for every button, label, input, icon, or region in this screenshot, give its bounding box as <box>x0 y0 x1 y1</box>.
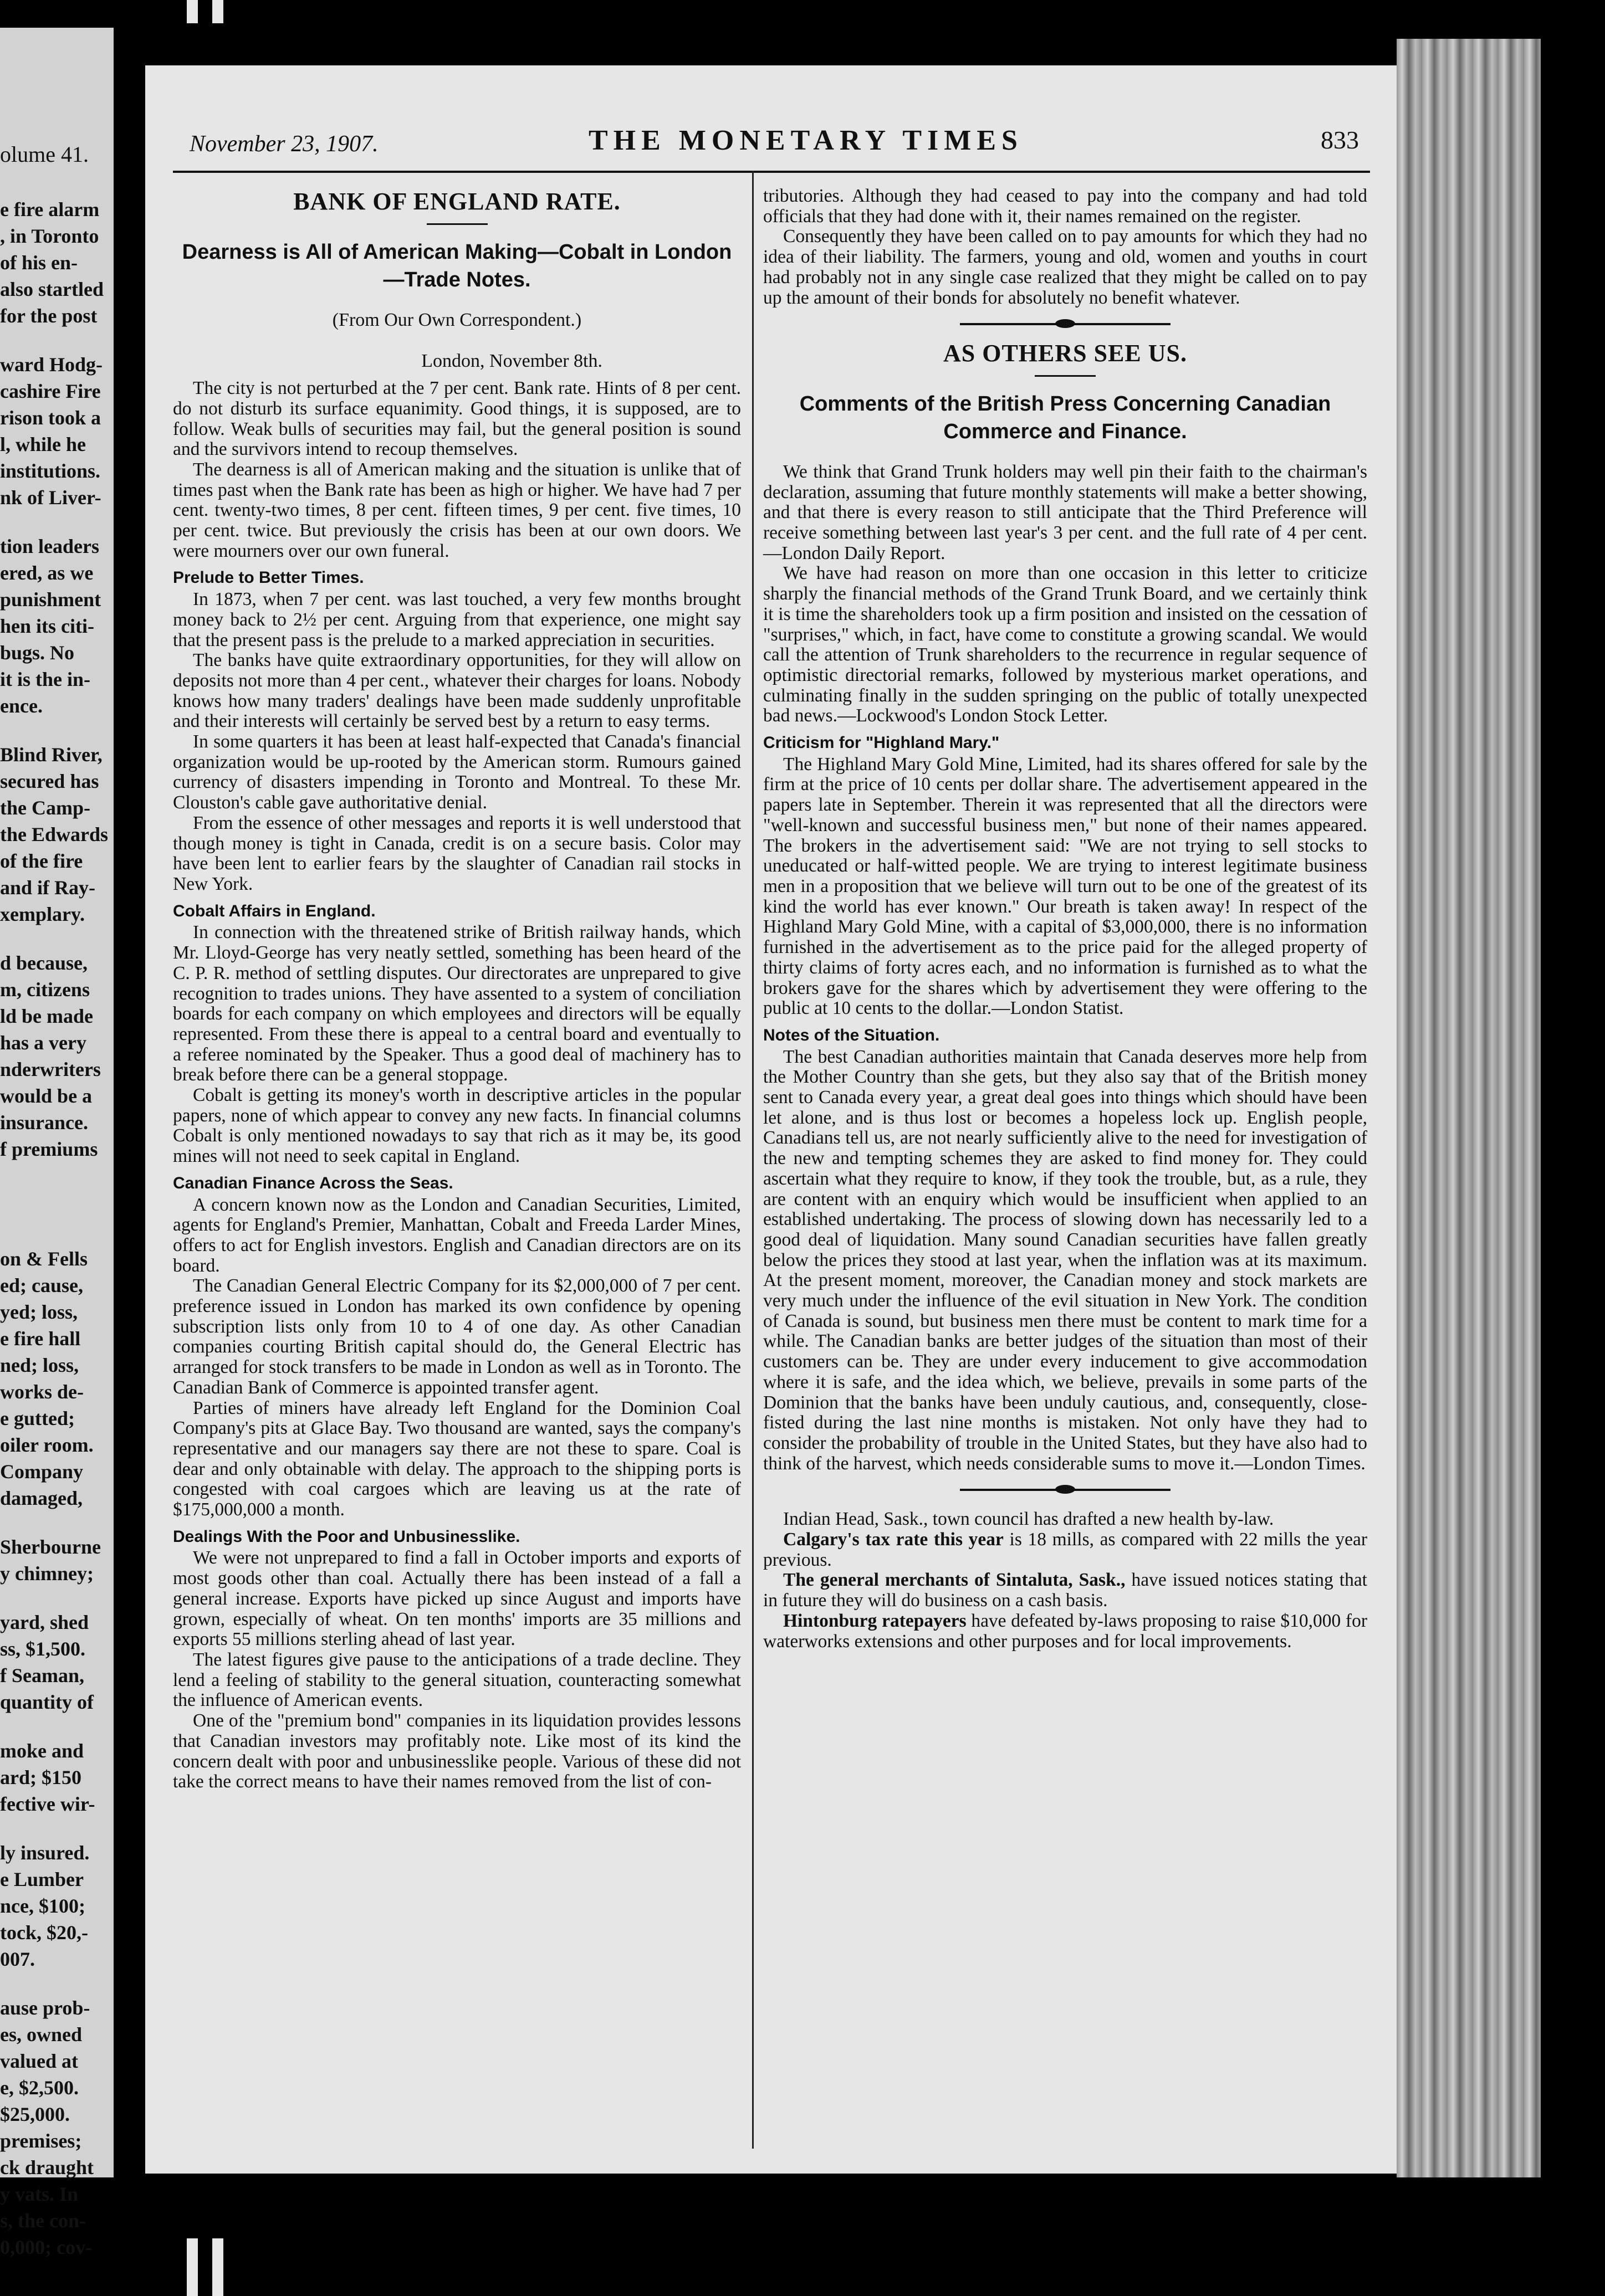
deck-line: Commerce and Finance. <box>943 419 1187 443</box>
news-brief <box>763 1509 1367 1530</box>
subheading: Cobalt Affairs in England. <box>173 901 376 920</box>
facing-page-line: on & Fells <box>0 1248 88 1270</box>
facing-page-line: would be a <box>0 1085 93 1107</box>
masthead-title: THE MONETARY TIMES <box>589 125 1023 156</box>
facing-page-line: e Lumber <box>0 1868 84 1890</box>
paragraph: The dearness is all of American making and the situation is unlike that of times past when the Bank rate has been as high or higher. We have had 7 per cent. twenty-two times, 8 per cent. fifteen times, 9 per cent. five times, 10 per cent. twice. But previously the crisis has been at our own doors. We were mourners over our own funeral. <box>173 459 741 561</box>
right-column <box>763 186 1367 1652</box>
paragraph: In some quarters it has been at least half-expected that Canada's financial organization would be up-rooted by the American storm. Rumours gained currency of disasters impending in Toronto and Montreal. To these Mr. Clouston's cable gave authoritative denial. <box>173 731 741 813</box>
facing-page-line: it is the in- <box>0 668 91 690</box>
facing-page-line: nderwriters <box>0 1058 101 1080</box>
deck-line: Comments of the British Press Concerning Canadian <box>799 392 1331 416</box>
facing-page-line: y vats. In <box>0 2183 79 2205</box>
header-rule <box>173 171 1370 173</box>
binding-gutter <box>114 0 147 2296</box>
article-deck <box>763 390 1367 445</box>
paragraph: The Highland Mary Gold Mine, Limited, had its shares offered for sale by the firm at the price of 10 cents per dollar share. The advertisement appeared in the papers late in September. Therein it was represented that all the directors were "well-known and successful business men," but none of their names appeared. The brokers in the advertisement said: "We are not trying to sell stocks to uneducated or half-witted people. We are trying to interest legitimate business men in a proposition that we believe will turn out to be one of the greatest of its kind the world has ever known." Our breath is taken away! In respect of the Highland Mary Gold Mine, with a capital of $3,000,000, there is no information furnished in the advertisement as to the price paid for the alleged property of thirty claims of forty acres each, and no information is furnished as to what the brokers gave for the shares which by advertisement they were offering to the public at 10 cents to the dollar.—London Statist. <box>763 754 1367 1019</box>
facing-page-line: of his en- <box>0 252 78 274</box>
facing-page-line: f Seaman, <box>0 1664 84 1687</box>
facing-page-line: e gutted; <box>0 1407 75 1429</box>
news-brief <box>763 1530 1367 1570</box>
brief-lead: Hintonburg ratepayers <box>783 1610 967 1631</box>
paragraph: tributories. Although they had ceased to pay into the company and had told officials that they had done with it, their names remained on the register. <box>763 186 1367 227</box>
paragraph: We were not unprepared to find a fall in October imports and exports of most goods other than coal. Actually there has been instead of a fall a general increase. Exports have picked up since August and imports have grown, especially of wheat. On ten months' imports are 35 millions and exports 55 millions sterling ahead of last year. <box>173 1547 741 1650</box>
left-column <box>173 186 741 1792</box>
facing-page-line: the Edwards <box>0 823 109 845</box>
facing-page-line: rison took a <box>0 407 101 429</box>
facing-page-line: ld be made <box>0 1005 94 1027</box>
facing-page-line: damaged, <box>0 1487 83 1509</box>
facing-page-line: Company <box>0 1460 84 1483</box>
facing-page-line: y chimney; <box>0 1562 94 1585</box>
paragraph: We think that Grand Trunk holders may well pin their faith to the chairman's declaration, assuming that future monthly statements will make a better showing, and that there is every reason to still anticipate that the Third Preference will receive something between last year's 3 per cent. and the full rate of 4 per cent.—London Daily Report. <box>763 461 1367 563</box>
film-mark-bottom-2 <box>212 2238 223 2296</box>
facing-page-line: cashire Fire <box>0 380 101 402</box>
facing-page-line: ence. <box>0 695 43 717</box>
facing-page-line: 007. <box>0 1948 35 1970</box>
facing-page-line: ed; cause, <box>0 1274 83 1296</box>
deck-line: —Trade Notes. <box>383 268 531 291</box>
article-deck <box>173 238 741 294</box>
facing-page-line: the Camp- <box>0 797 90 819</box>
facing-page-line: xemplary. <box>0 903 85 925</box>
facing-page-line: of the fire <box>0 850 83 872</box>
ornamental-rule <box>960 318 1170 329</box>
paragraph: We have had reason on more than one occasion in this letter to criticize sharply the financial methods of the Grand Trunk Board, and we certainly think it is time the shareholders took up a firm position and insisted on the cessation of "surprises," which, in fact, have come to constitute a growing scandal. We would call the attention of Trunk shareholders to the recurrence in regular sequence of optimistic directorial remarks, followed by mysterious market operations, and culminating finally in the sudden springing on the public of totally unexpected bad news.—Lockwood's London Stock Letter. <box>763 563 1367 726</box>
paragraph: The latest figures give pause to the anticipations of a trade decline. They lend a feeling of stability to the general situation, counteracting somewhat the influence of American events. <box>173 1649 741 1711</box>
facing-page-line: moke and <box>0 1740 84 1762</box>
subheading: Canadian Finance Across the Seas. <box>173 1173 453 1192</box>
facing-page-line: ck draught <box>0 2156 94 2179</box>
subheading: Criticism for "Highland Mary." <box>763 734 1000 752</box>
facing-page-line: secured has <box>0 770 99 792</box>
facing-page-line: yard, shed <box>0 1611 89 1633</box>
facing-page-line: tion leaders <box>0 535 99 557</box>
paragraph: Parties of miners have already left England for the Dominion Coal Company's pits at Glace Bay. Two thousand are wanted, says the company's representative and our managers say there are not these to spare. Coal is dear and only obtainable with delay. The approach to the shipping ports is congested with coal cargoes which are leaving us at the rate of $175,000,000 a month. <box>173 1397 741 1520</box>
article-headline: BANK OF ENGLAND RATE. <box>293 188 621 215</box>
facing-page-line: has a very <box>0 1032 86 1054</box>
facing-page-line: 0,000; cov- <box>0 2236 92 2258</box>
facing-page-line: m, citizens <box>0 978 90 1001</box>
facing-page-edge <box>0 28 114 2258</box>
issue-date: November 23, 1907. <box>190 131 379 157</box>
page-number: 833 <box>1321 126 1359 154</box>
film-mark-top-1 <box>187 0 198 23</box>
facing-page-line: quantity of <box>0 1691 94 1713</box>
facing-page-line: nk of Liver- <box>0 486 101 509</box>
ornamental-rule <box>960 1484 1170 1495</box>
facing-page-line: ss, $1,500. <box>0 1638 86 1660</box>
facing-page-line: premises; <box>0 2130 82 2152</box>
facing-page-line: ard; $150 <box>0 1766 81 1788</box>
article-headline: AS OTHERS SEE US. <box>943 340 1188 367</box>
facing-page-line: for the post <box>0 305 98 327</box>
facing-page-line: also startled <box>0 278 104 300</box>
facing-page-line: institutions. <box>0 460 101 482</box>
facing-page-line: and if Ray- <box>0 877 96 899</box>
paragraph: The banks have quite extraordinary opportunities, for they will allow on deposits not more than 4 per cent., whatever their charges for loans. Nobody knows how many traders' dealings have been made suddenly unprofitable and their interests will certainly be served best by a return to easy terms. <box>173 650 741 732</box>
running-head <box>190 121 1359 160</box>
facing-page-line: ered, as we <box>0 562 94 584</box>
headline-rule <box>427 223 488 225</box>
facing-page-line: $25,000. <box>0 2103 70 2125</box>
brief-text: have issued notices stating that in future they will do business on a cash basis. <box>763 1570 1367 1611</box>
deck-line: Dearness is All of American Making—Cobalt in London <box>182 240 732 264</box>
headline-rule <box>1035 375 1096 377</box>
facing-page-line: e fire alarm <box>0 198 100 221</box>
subheading: Dealings With the Poor and Unbusinesslike. <box>173 1527 520 1546</box>
news-brief <box>763 1611 1367 1652</box>
facing-page-line: hen its citi- <box>0 615 94 637</box>
brief-text: is 18 mills, as compared with 22 mills the year previous. <box>763 1529 1367 1570</box>
facing-page-line: Blind River, <box>0 744 103 766</box>
facing-page-line: punishment <box>0 588 101 611</box>
page-stack-edge <box>1397 39 1541 2177</box>
paragraph: Cobalt is getting its money's worth in descriptive articles in the popular papers, none of which appear to convey any new facts. In financial columns Cobalt is only mentioned nowadays to say that rich as it may be, its good mines will not need to seek capital in England. <box>173 1085 741 1167</box>
facing-page-line: fective wir- <box>0 1793 95 1815</box>
facing-page-line: d because, <box>0 952 88 974</box>
facing-page-line: tock, $20,- <box>0 1921 88 1944</box>
facing-page-line: ause prob- <box>0 1997 90 2019</box>
dateline: London, November 8th. <box>421 351 602 372</box>
brief-lead: Indian Head, Sask., town council <box>783 1509 1029 1530</box>
facing-page-line: f premiums <box>0 1138 98 1160</box>
facing-page-line: works de- <box>0 1381 84 1403</box>
paragraph: Consequently they have been called on to pay amounts for which they had no idea of their liability. The farmers, young and old, women and youths in court had probably not in any single case realized that they might be called on to pay up the amount of their bonds for absolutely no benefit whatever. <box>763 226 1367 308</box>
newspaper-page <box>145 65 1397 2174</box>
facing-page-line: ly insured. <box>0 1842 90 1864</box>
facing-page-line: valued at <box>0 2050 79 2072</box>
news-brief <box>763 1570 1367 1611</box>
facing-page-line: bugs. No <box>0 642 75 664</box>
paragraph: The city is not perturbed at the 7 per cent. Bank rate. Hints of 8 per cent. do not disturb its surface equanimity. Good things, it is supposed, are to follow. Weak bulls of securities may fail, but the general position is sound and the survivors intend to recoup themselves. <box>173 378 741 460</box>
paragraph: From the essence of other messages and reports it is well understood that though money is tight in Canada, credit is on a secure basis. Color may have been lent to earlier fears by the slaughter of Canadian rail stocks in New York. <box>173 812 741 894</box>
facing-page-line: e fire hall <box>0 1328 81 1350</box>
byline: (From Our Own Correspondent.) <box>332 309 582 330</box>
brief-text: have defeated by-laws proposing to raise $10,000 for waterworks extensions and other purposes and for local improvements. <box>763 1610 1367 1652</box>
facing-page-line: nce, $100; <box>0 1895 85 1917</box>
facing-page-line: insurance. <box>0 1111 89 1134</box>
paragraph: The Canadian General Electric Company for its $2,000,000 of 7 per cent. preference issued in London has marked its own confidence by opening subscription lists only from 10 to 4 of one day. As other Canadian companies courting British capital should do, the General Electric has arranged for stock transfers to be made in London as well as in Toronto. The Canadian Bank of Commerce is appointed transfer agent. <box>173 1275 741 1398</box>
subheading: Notes of the Situation. <box>763 1026 940 1044</box>
brief-text: has drafted a new health by-law. <box>1029 1509 1274 1530</box>
facing-page-line: oiler room. <box>0 1434 94 1456</box>
paragraph: In connection with the threatened strike of British railway hands, which Mr. Lloyd-George has very neatly settled, something has been heard of the C. P. R. method of settling disputes. Our directorates are unprepared to give recognition to trades unions. They have assented to a system of conciliation boards for each company on which employees and directors will be equally represented. From these there is appeal to a central board and eventually to a referee nominated by the Speaker. Thus a good deal of machinery has to break before there can be a general stoppage. <box>173 922 741 1085</box>
paragraph: One of the "premium bond" companies in its liquidation provides lessons that Canadian investors may profitably note. Like most of its kind the concern dealt with poor and unbusinesslike people. Various of these did not take the correct means to have their names removed from the list of con- <box>173 1710 741 1792</box>
facing-page-line: Sherbourne <box>0 1536 101 1558</box>
paragraph: A concern known now as the London and Canadian Securities, Limited, agents for England's Premier, Manhattan, Cobalt and Freeda Larder Mines, offers to act for English investors. English and Canadian directors are on its board. <box>173 1194 741 1276</box>
column-divider <box>752 171 754 2149</box>
paragraph: The best Canadian authorities maintain that Canada deserves more help from the Mother Country than she gets, but they also say that of the British money sent to Canada every year, a great deal goes into things which should have been let alone, and is thus lost or becomes a hopeless lock up. English people, Canadians tell us, are not nearly sufficiently alive to the need for investigation of the new and tempting schemes they are asked to find money for. They could ascertain what they require to know, if they took the trouble, but, as a rule, they are content with an enquiry which would be insufficient when applied to an established undertaking. The process of slowing down has necessarily led to a good deal of liquidation. Many sound Canadian securities have fallen greatly below the prices they stood at last year, when the inflation was at its maximum. At the present moment, moreover, the Canadian money and stock markets are very much under the influence of the evil situation in New York. The condition of Canada is sound, but business men there must be content to mark time for a while. The Canadian banks are better judges of the situation than most of their customers can be. They are under every inducement to give accommodation where it is safe, and the idea which, we believe, prevails in some parts of the Dominion that the banks have been unduly cautious, and, consequently, close-fisted during the last nine months is mistaken. Not only have they had to consider the probability of trouble in the United States, but they have also had to think of the harvest, which needs considerable sums to move it.—London Times. <box>763 1046 1367 1474</box>
brief-lead: The general merchants of Sintaluta, Sask., <box>783 1570 1126 1591</box>
facing-page-line: , in Toronto <box>0 225 99 247</box>
facing-page-line: ward Hodg- <box>0 353 103 376</box>
facing-page-line: yed; loss, <box>0 1301 78 1323</box>
facing-page-line: e, $2,500. <box>0 2077 79 2099</box>
film-mark-top-2 <box>212 0 223 23</box>
film-mark-bottom-1 <box>187 2238 198 2296</box>
facing-page-line: l, while he <box>0 433 86 455</box>
facing-page-line: es, owned <box>0 2023 83 2046</box>
paragraph: In 1873, when 7 per cent. was last touched, a very few months brought money back to 2½ per cent. Arguing from that experience, one might say that the present pass is the prelude to a marked appreciation in securities. <box>173 589 741 650</box>
brief-lead: Calgary's tax rate this year <box>783 1529 1004 1550</box>
facing-page-line: ned; loss, <box>0 1354 79 1376</box>
subheading: Prelude to Better Times. <box>173 568 364 587</box>
facing-page-header: olume 41. <box>0 142 89 167</box>
facing-page-line: s, the con- <box>0 2210 86 2232</box>
